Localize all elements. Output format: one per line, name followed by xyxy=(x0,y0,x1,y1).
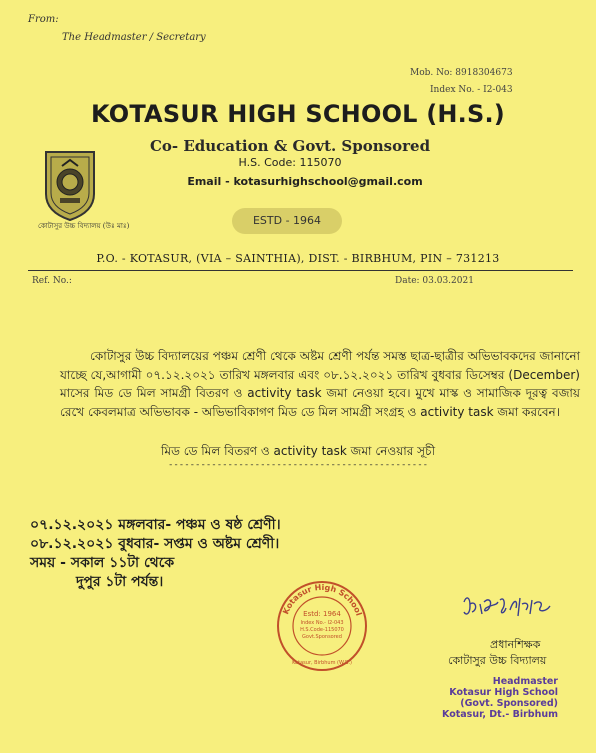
stamp-line-1: Headmaster xyxy=(492,676,558,687)
school-round-seal xyxy=(276,580,368,672)
header-divider xyxy=(28,270,573,271)
schedule-line-2: ০৮.১২.২০২১ বুধবার- সপ্তম ও অষ্টম শ্রেণী। xyxy=(30,536,280,552)
seal-ring-text: Kotasur High School xyxy=(281,582,364,617)
notice-text: কোটাসুর উচ্চ বিদ্যালয়ের পঞ্চম শ্রেণী থেকে অষ্টম শ্রেণী পর্যন্ত সমস্ত ছাত্র-ছাত্রীর অভিভাবকদের জানানো যাচ্ছে যে,আগামী ০৭.১২.২০২১ তারিখ মঙ্গলবার এবং ০৮.১২.২০২১ তারিখ বুধবার ডিসেম্বর (December) মাসের মিড ডে মিল সামগ্রী বিতরণ ও activity task জমা নেওয়া হবে। মুখে মাস্ক ও সামাজিক দূরত্ব বজায় রেখে কেবলমাত্র অভিভাবক - অভিভাবিকাগণ মিড ডে মিল সামগ্রী সংগ্রহ ও activity task জমা করবেন। xyxy=(60,349,580,419)
letter-date: Date: 03.03.2021 xyxy=(395,276,474,286)
headmaster-title: প্রধানশিক্ষক xyxy=(490,638,541,651)
seal-index: Index No.- I2-043 xyxy=(300,620,344,626)
school-email: Email - kotasurhighschool@gmail.com xyxy=(187,175,423,188)
estd-badge: ESTD - 1964 xyxy=(232,208,342,234)
school-name: KOTASUR HIGH SCHOOL (H.S.) xyxy=(91,100,505,128)
handwritten-signature xyxy=(460,592,560,626)
schedule-underline: ------------------------------------------------ xyxy=(167,460,429,470)
school-emblem-icon xyxy=(40,148,100,222)
hs-code: H.S. Code: 115070 xyxy=(238,156,342,169)
schedule-title: মিড ডে মিল বিতরণ ও activity task জমা নেওয়ার সূচী xyxy=(160,444,436,458)
schedule-line-4: দুপুর ১টা পর্যন্ত। xyxy=(76,574,164,590)
seal-hs-code: H.S.Code-115070 xyxy=(300,627,344,633)
ref-number: Ref. No.: xyxy=(32,276,72,286)
school-address: P.O. - KOTASUR, (VIA – SAINTHIA), DIST. - BIRBHUM, PIN – 731213 xyxy=(96,252,500,265)
index-number: Index No. - I2-043 xyxy=(430,85,513,95)
from-label: From: xyxy=(28,14,59,25)
stamp-line-3: (Govt. Sponsored) xyxy=(460,698,558,709)
from-name: The Headmaster / Secretary xyxy=(62,32,206,43)
logo-caption: কোটাসুর উচ্চ বিদ্যালয় (উঃ মাঃ) xyxy=(38,222,130,230)
stamp-line-4: Kotasur, Dt.- Birbhum xyxy=(442,709,558,720)
seal-estd: Estd: 1964 xyxy=(303,610,341,618)
schedule-line-3: সময় - সকাল ১১টা থেকে xyxy=(30,555,175,571)
stamp-line-2: Kotasur High School xyxy=(449,687,558,698)
headmaster-stamp xyxy=(428,676,558,720)
notice-body xyxy=(60,347,580,421)
mobile-number: Mob. No: 8918304673 xyxy=(410,68,513,78)
schedule-line-1: ০৭.১২.২০২১ মঙ্গলবার- পঞ্চম ও ষষ্ঠ শ্রেণী। xyxy=(30,517,281,533)
school-subtitle: Co- Education & Govt. Sponsored xyxy=(149,137,431,155)
seal-type: Govt.Sponsored xyxy=(302,634,342,640)
seal-location: Kotasur, Birbhum (W.B.) xyxy=(292,660,352,666)
headmaster-school: কোটাসুর উচ্চ বিদ্যালয় xyxy=(448,654,547,667)
